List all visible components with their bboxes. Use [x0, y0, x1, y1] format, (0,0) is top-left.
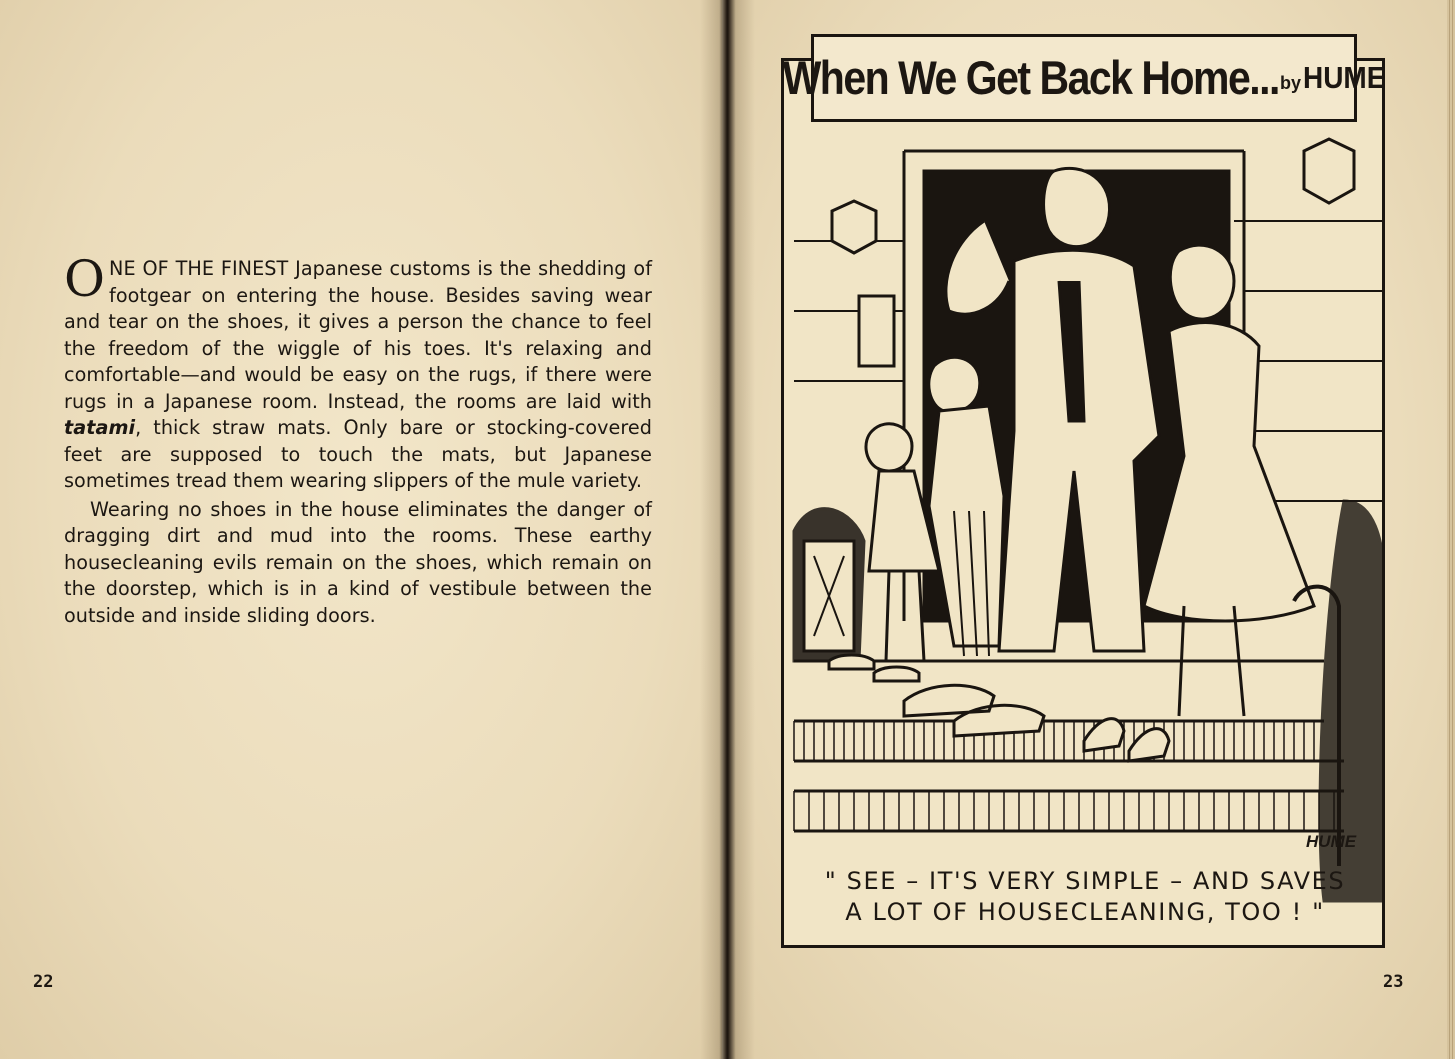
- tatami-term: tatami: [64, 416, 136, 439]
- paragraph-1-text-b: , thick straw mats. Only bare or stocking-covered feet are supposed to touch the mats, but Japanese sometimes tread them wearing slippers of the mule variety.: [64, 416, 652, 492]
- paragraph-1-text-a: Japanese customs is the shedding of footgear on entering the house. Besides saving wear and tear on the shoes, it gives a person the chance to feel the freedom of the wiggle of his toes. It's relaxing and comfortable—and would be easy on the rugs, if there were rugs in a Japanese room. Instead, the rooms are laid with: [64, 257, 652, 413]
- caption-line-1: " SEE – IT'S VERY SIMPLE – AND SAVES: [824, 867, 1346, 895]
- cartoon-illustration: [781, 58, 1385, 948]
- paragraph-2: Wearing no shoes in the house eliminates the danger of dragging dirt and mud into the rooms. These earthy housecleaning evils remain on the shoes, which remain on the doorstep, which is in a kind of vestibule between the outside and inside sliding doors.: [64, 497, 652, 627]
- cartoon-title: When We Get Back Home...: [782, 50, 1279, 104]
- page-edges: [1447, 0, 1455, 1059]
- page-number-left: 22: [33, 972, 54, 992]
- paragraph-1: [64, 250, 652, 495]
- cartoon-drawing: [784, 61, 1385, 948]
- cartoon-artist: HUME: [1302, 60, 1386, 95]
- cartoon-title-sign: [782, 34, 1386, 122]
- cartoon-by: by: [1279, 72, 1301, 93]
- cartoon-caption: [800, 866, 1370, 928]
- book-gutter: [700, 0, 755, 1059]
- left-page: [0, 0, 722, 1059]
- artist-signature: HUME: [1306, 832, 1357, 851]
- body-text: [64, 250, 652, 629]
- drop-cap: O: [64, 250, 106, 308]
- caption-line-2: A LOT OF HOUSECLEANING, TOO ! ": [845, 898, 1325, 926]
- page-number-right: 23: [1383, 972, 1404, 992]
- paragraph-1-lead: NE OF THE FINEST: [109, 257, 289, 280]
